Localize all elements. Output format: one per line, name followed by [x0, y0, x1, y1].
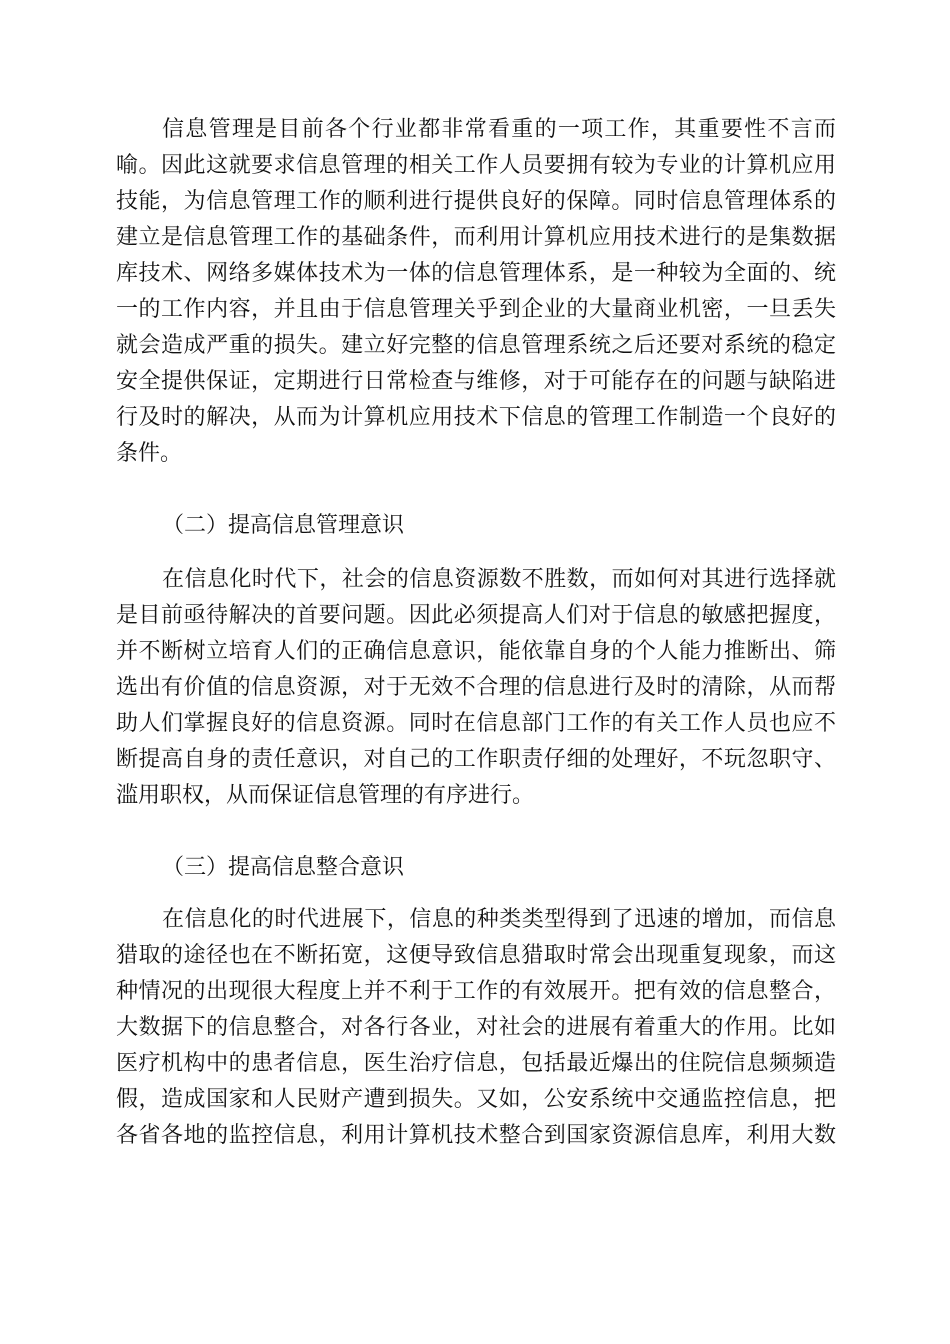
- paragraph-3-line-5: 医疗机构中的患者信息，医生治疗信息，包括最近爆出的住院信息频频造: [116, 1051, 836, 1076]
- paragraph-1-line-8: 安全提供保证，定期进行日常检查与维修，对于可能存在的问题与缺陷进: [116, 369, 836, 394]
- paragraph-1-line-5: 库技术、网络多媒体技术为一体的信息管理体系，是一种较为全面的、统: [116, 261, 836, 286]
- paragraph-1-line-10: 条件。: [116, 441, 183, 466]
- paragraph-2-line-7: 滥用职权，从而保证信息管理的有序进行。: [116, 783, 535, 808]
- paragraph-3-line-6: 假，造成国家和人民财产遭到损失。又如，公安系统中交通监控信息，把: [116, 1087, 836, 1112]
- paragraph-3-line-7: 各省各地的监控信息，利用计算机技术整合到国家资源信息库，利用大数: [116, 1123, 836, 1148]
- paragraph-2-line-6: 断提高自身的责任意识，对自己的工作职责仔细的处理好，不玩忽职守、: [116, 747, 836, 772]
- paragraph-2-line-2: 是目前亟待解决的首要问题。因此必须提高人们对于信息的敏感把握度，: [116, 603, 836, 628]
- paragraph-3-line-4: 大数据下的信息整合，对各行各业，对社会的进展有着重大的作用。比如: [116, 1015, 836, 1040]
- paragraph-2-line-4: 选出有价值的信息资源，对于无效不合理的信息进行及时的清除，从而帮: [116, 675, 836, 700]
- paragraph-3-line-1: 在信息化的时代进展下，信息的种类类型得到了迅速的增加，而信息: [162, 907, 836, 932]
- paragraph-3-line-2: 猎取的途径也在不断拓宽，这便导致信息猎取时常会出现重复现象，而这: [116, 943, 836, 968]
- paragraph-2-line-1: 在信息化时代下，社会的信息资源数不胜数，而如何对其进行选择就: [162, 567, 836, 592]
- paragraph-1-line-4: 建立是信息管理工作的基础条件，而利用计算机应用技术进行的是集数据: [116, 225, 836, 250]
- paragraph-1-line-3: 技能，为信息管理工作的顺利进行提供良好的保障。同时信息管理体系的: [116, 189, 836, 214]
- section-heading-2: （二）提高信息管理意识: [162, 513, 405, 538]
- paragraph-1-line-9: 行及时的解决，从而为计算机应用技术下信息的管理工作制造一个良好的: [116, 405, 836, 430]
- paragraph-3-line-3: 种情况的出现很大程度上并不利于工作的有效展开。把有效的信息整合，: [116, 979, 836, 1004]
- section-heading-3: （三）提高信息整合意识: [162, 855, 405, 880]
- paragraph-1-line-2: 喻。因此这就要求信息管理的相关工作人员要拥有较为专业的计算机应用: [116, 153, 836, 178]
- paragraph-1-line-6: 一的工作内容，并且由于信息管理关乎到企业的大量商业机密，一旦丢失: [116, 297, 836, 322]
- paragraph-1-line-7: 就会造成严重的损失。建立好完整的信息管理系统之后还要对系统的稳定: [116, 333, 836, 358]
- paragraph-1-line-1: 信息管理是目前各个行业都非常看重的一项工作，其重要性不言而: [162, 117, 836, 142]
- paragraph-2-line-5: 助人们掌握良好的信息资源。同时在信息部门工作的有关工作人员也应不: [116, 711, 836, 736]
- paragraph-2-line-3: 并不断树立培育人们的正确信息意识，能依靠自身的个人能力推断出、筛: [116, 639, 836, 664]
